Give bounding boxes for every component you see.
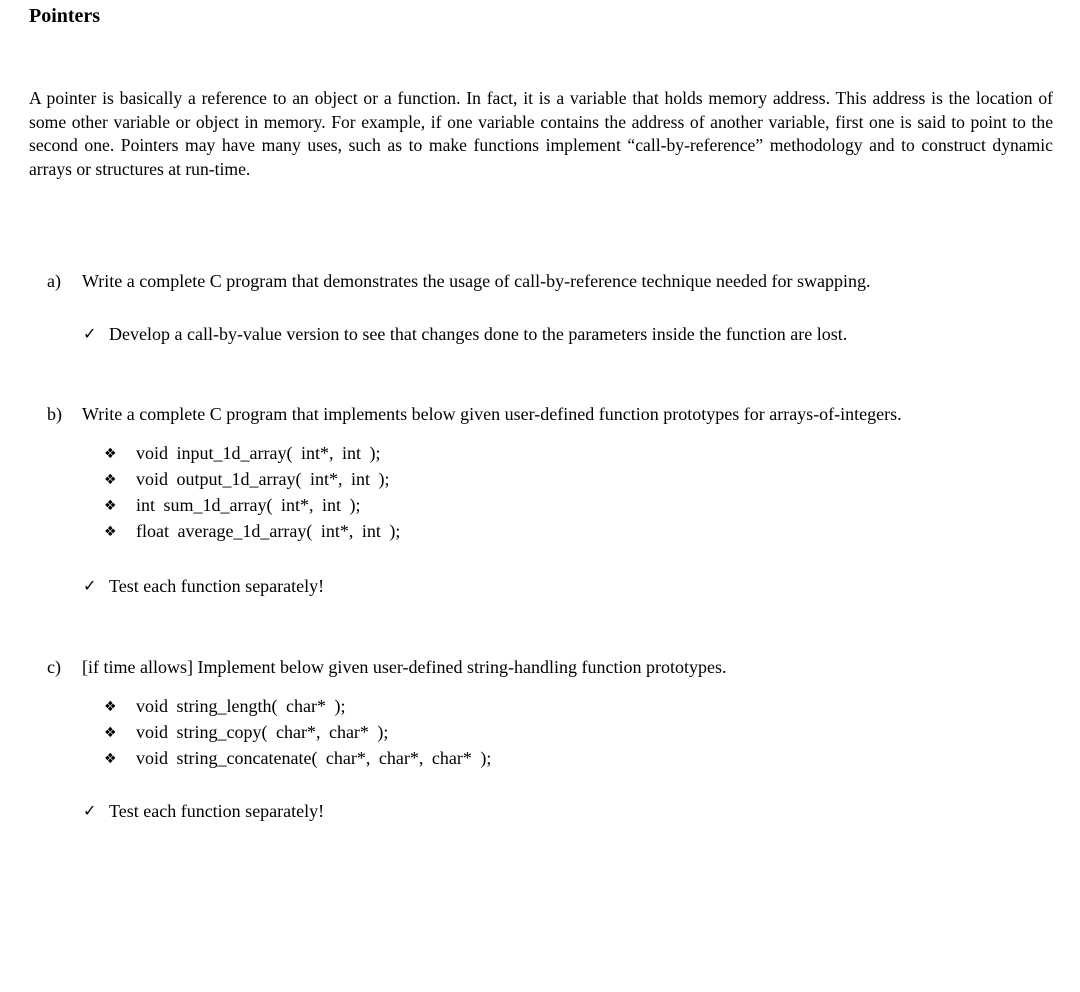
task-text: Write a complete C program that implements below given user-defined function prototypes for arrays-of-integers. — [82, 404, 902, 424]
prototype-text: void string_copy( char*, char* ); — [136, 722, 389, 742]
checkmark-icon: ✓ — [83, 576, 97, 595]
prototype-text: float average_1d_array( int*, int ); — [136, 521, 401, 541]
diamond-bullet-icon: ❖ — [104, 524, 117, 540]
check-text: Test each function separately! — [109, 576, 325, 596]
task-marker: c) — [47, 657, 61, 677]
page-title: Pointers — [29, 5, 101, 27]
prototype-text: void input_1d_array( int*, int ); — [136, 443, 381, 463]
task-text: [if time allows] Implement below given user-defined string-handling function prototypes. — [82, 657, 727, 677]
task-marker: a) — [47, 271, 61, 291]
diamond-bullet-icon: ❖ — [104, 699, 117, 715]
checkmark-icon: ✓ — [83, 801, 97, 820]
diamond-bullet-icon: ❖ — [104, 725, 117, 741]
prototype-text: void string_length( char* ); — [136, 696, 346, 716]
diamond-bullet-icon: ❖ — [104, 751, 117, 767]
prototype-text: void output_1d_array( int*, int ); — [136, 469, 390, 489]
check-text: Develop a call-by-value version to see that changes done to the parameters inside the function are lost. — [109, 324, 848, 344]
diamond-bullet-icon: ❖ — [104, 472, 117, 488]
task-marker: b) — [47, 404, 62, 424]
task-text: Write a complete C program that demonstrates the usage of call-by-reference technique needed for swapping. — [82, 271, 871, 291]
intro-paragraph: A pointer is basically a reference to an object or a function. In fact, it is a variable that holds memory address. This address is the location of some other variable or object in memory. For example, if one variable contains the address of another variable, first one is said to point to the second one. Pointers may have many uses, such as to make functions implement “call-by-reference” methodology and to construct dynamic arrays or structures at run-time. — [29, 88, 1053, 179]
checkmark-icon: ✓ — [83, 324, 97, 343]
prototype-text: void string_concatenate( char*, char*, char* ); — [136, 748, 492, 768]
prototype-text: int sum_1d_array( int*, int ); — [136, 495, 361, 515]
diamond-bullet-icon: ❖ — [104, 446, 117, 462]
diamond-bullet-icon: ❖ — [104, 498, 117, 514]
check-text: Test each function separately! — [109, 801, 325, 821]
